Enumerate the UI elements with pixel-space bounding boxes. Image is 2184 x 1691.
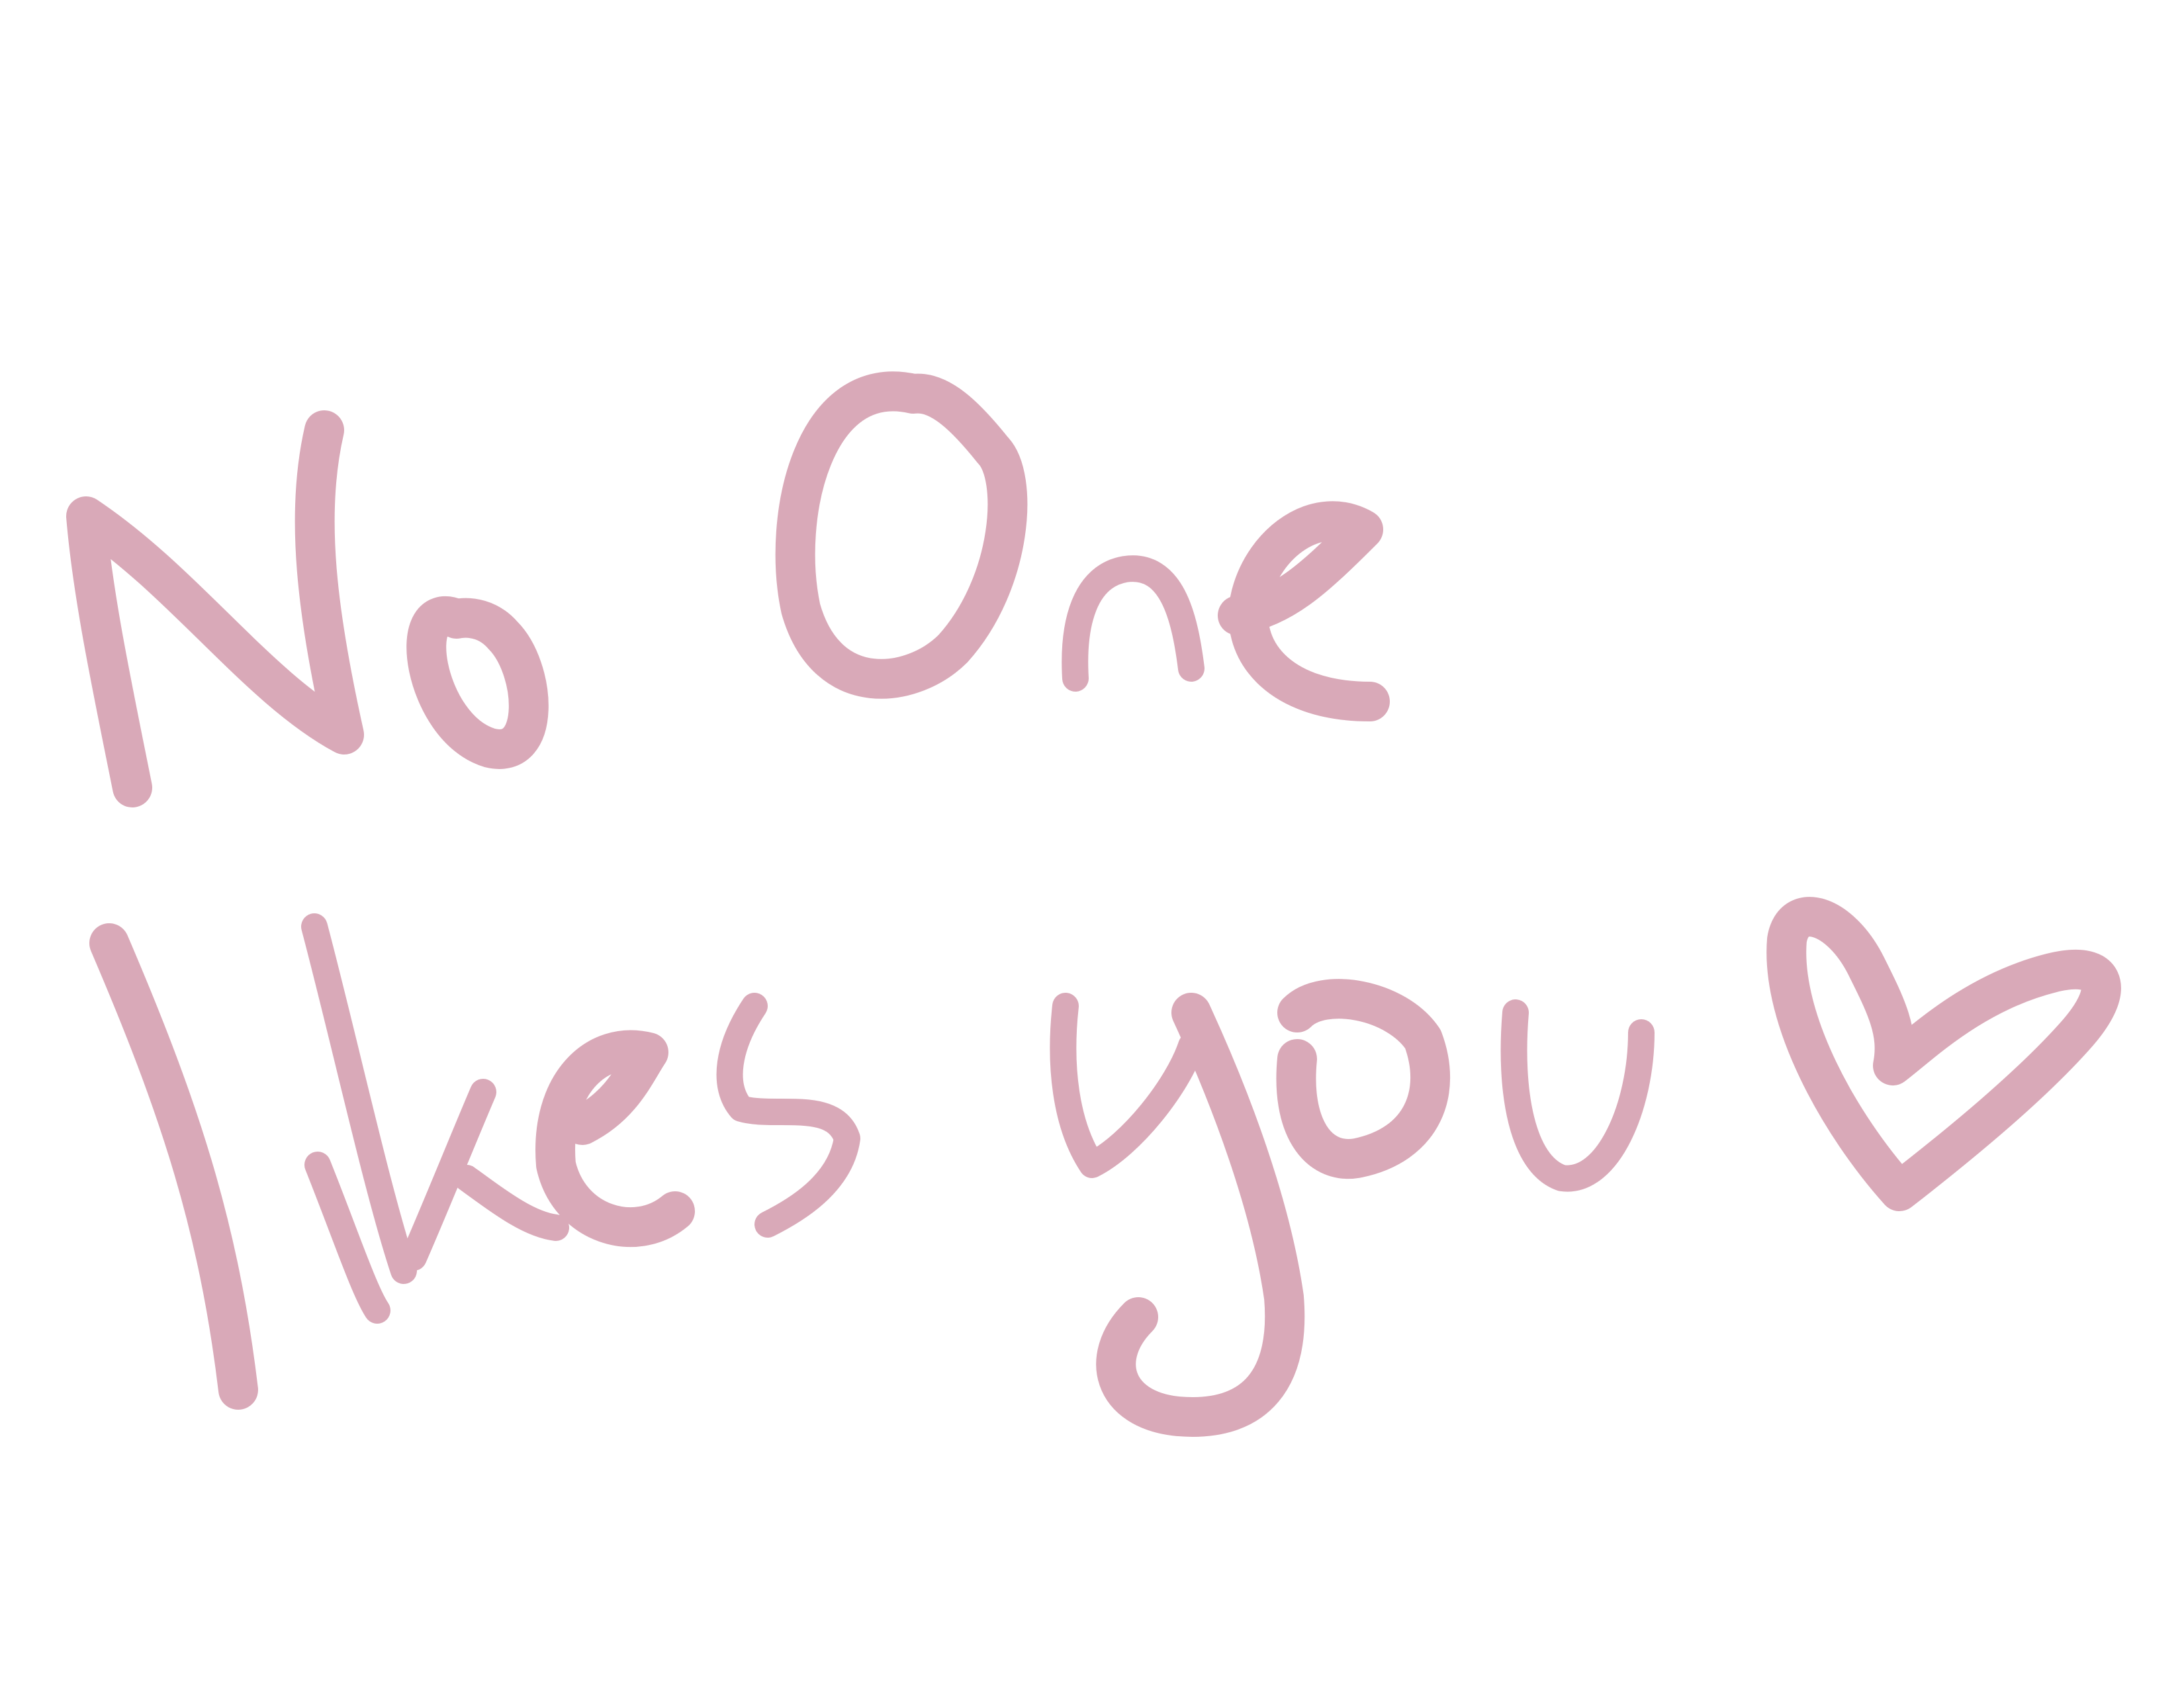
- word-one: [796, 391, 1370, 702]
- heart-icon: [1786, 917, 2101, 1191]
- word-likes: [109, 927, 847, 1390]
- word-you: [1063, 999, 1641, 1417]
- word-no: [86, 430, 529, 788]
